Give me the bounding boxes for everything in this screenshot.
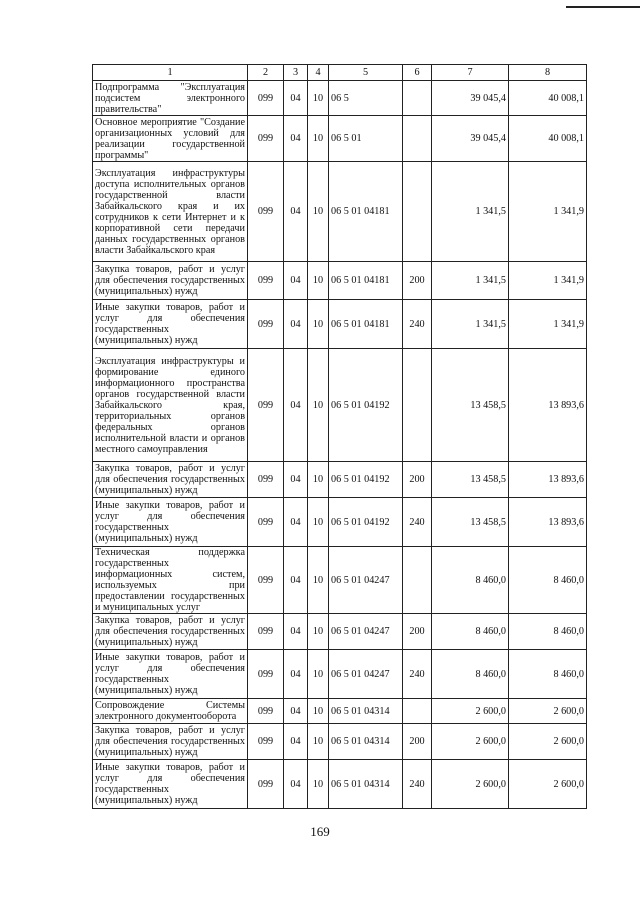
row-ministry-code: 099: [248, 614, 284, 650]
header-cell: 8: [509, 65, 587, 81]
table-row: [93, 614, 587, 650]
table-row: [93, 760, 587, 809]
row-expense-type: 200: [403, 724, 432, 760]
row-name: Эксплуатация инфраструктуры доступа исполнительных органов государственной власти Забайкальского края и их сотрудников к сети Интернет и к корпоративной сети передачи данных государственных органов власти Забайкальского края: [93, 162, 248, 262]
row-target-article: 06 5: [329, 81, 403, 116]
row-target-article: 06 5 01 04192: [329, 462, 403, 498]
row-target-article: 06 5 01 04181: [329, 300, 403, 349]
table-row: [93, 262, 587, 300]
row-target-article: 06 5 01 04247: [329, 547, 403, 614]
row-amount-col8: 13 893,6: [509, 498, 587, 547]
row-target-article: 06 5 01 04247: [329, 614, 403, 650]
header-cell: 7: [432, 65, 509, 81]
row-ministry-code: 099: [248, 760, 284, 809]
row-amount-col8: 2 600,0: [509, 699, 587, 724]
row-section: 04: [284, 724, 308, 760]
table-row: [93, 162, 587, 262]
row-subsection: 10: [308, 462, 329, 498]
row-section: 04: [284, 650, 308, 699]
row-expense-type: [403, 162, 432, 262]
row-amount-col8: 1 341,9: [509, 300, 587, 349]
row-section: 04: [284, 614, 308, 650]
table-row: [93, 547, 587, 614]
row-amount-col7: 2 600,0: [432, 724, 509, 760]
table-row: [93, 300, 587, 349]
row-ministry-code: 099: [248, 547, 284, 614]
row-expense-type: [403, 116, 432, 162]
row-name: Иные закупки товаров, работ и услуг для обеспечения государственных (муниципальных) нужд: [93, 650, 248, 699]
row-expense-type: [403, 547, 432, 614]
table-row: [93, 81, 587, 116]
table-row: [93, 699, 587, 724]
row-name: Основное мероприятие "Создание организационных условий для реализации государственной программы": [93, 116, 248, 162]
row-amount-col7: 2 600,0: [432, 760, 509, 809]
row-ministry-code: 099: [248, 162, 284, 262]
row-section: 04: [284, 262, 308, 300]
table-row: [93, 724, 587, 760]
row-amount-col7: 13 458,5: [432, 349, 509, 462]
row-amount-col8: 13 893,6: [509, 349, 587, 462]
table-row: [93, 462, 587, 498]
row-amount-col8: 13 893,6: [509, 462, 587, 498]
row-subsection: 10: [308, 547, 329, 614]
row-subsection: 10: [308, 498, 329, 547]
row-amount-col7: 1 341,5: [432, 162, 509, 262]
row-ministry-code: 099: [248, 262, 284, 300]
row-amount-col8: 2 600,0: [509, 724, 587, 760]
row-amount-col7: 8 460,0: [432, 614, 509, 650]
row-subsection: 10: [308, 614, 329, 650]
row-section: 04: [284, 462, 308, 498]
header-cell: 2: [248, 65, 284, 81]
table-row: [93, 349, 587, 462]
row-amount-col7: 2 600,0: [432, 699, 509, 724]
row-expense-type: [403, 699, 432, 724]
row-section: 04: [284, 547, 308, 614]
row-target-article: 06 5 01 04314: [329, 699, 403, 724]
row-expense-type: 200: [403, 614, 432, 650]
row-subsection: 10: [308, 300, 329, 349]
row-name: Закупка товаров, работ и услуг для обеспечения государственных (муниципальных) нужд: [93, 262, 248, 300]
row-subsection: 10: [308, 650, 329, 699]
row-section: 04: [284, 760, 308, 809]
row-target-article: 06 5 01 04314: [329, 760, 403, 809]
row-amount-col8: 2 600,0: [509, 760, 587, 809]
row-ministry-code: 099: [248, 81, 284, 116]
row-amount-col8: 8 460,0: [509, 614, 587, 650]
row-name: Закупка товаров, работ и услуг для обеспечения государственных (муниципальных) нужд: [93, 724, 248, 760]
row-section: 04: [284, 498, 308, 547]
row-expense-type: 240: [403, 498, 432, 547]
row-amount-col8: 8 460,0: [509, 547, 587, 614]
table-row: [93, 650, 587, 699]
row-section: 04: [284, 300, 308, 349]
row-ministry-code: 099: [248, 699, 284, 724]
header-cell: 3: [284, 65, 308, 81]
row-name: Иные закупки товаров, работ и услуг для обеспечения государственных (муниципальных) нужд: [93, 760, 248, 809]
row-name: Иные закупки товаров, работ и услуг для обеспечения государственных (муниципальных) нужд: [93, 300, 248, 349]
row-target-article: 06 5 01 04192: [329, 498, 403, 547]
row-amount-col7: 1 341,5: [432, 262, 509, 300]
table-row: [93, 116, 587, 162]
row-subsection: 10: [308, 724, 329, 760]
table-row: [93, 498, 587, 547]
row-name: Подпрограмма "Эксплуатация подсистем электронного правительства": [93, 81, 248, 116]
row-subsection: 10: [308, 162, 329, 262]
row-ministry-code: 099: [248, 498, 284, 547]
row-expense-type: [403, 81, 432, 116]
row-expense-type: [403, 349, 432, 462]
row-subsection: 10: [308, 760, 329, 809]
row-section: 04: [284, 116, 308, 162]
row-name: Техническая поддержка государственных информационных систем, используемых при предоставлении государственных и муниципальных услуг: [93, 547, 248, 614]
row-subsection: 10: [308, 699, 329, 724]
row-subsection: 10: [308, 262, 329, 300]
top-corner-rule: [566, 6, 640, 8]
header-cell: 5: [329, 65, 403, 81]
row-subsection: 10: [308, 116, 329, 162]
row-amount-col8: 1 341,9: [509, 162, 587, 262]
row-name: Сопровождение Системы электронного документооборота: [93, 699, 248, 724]
budget-table: [92, 64, 587, 809]
row-amount-col8: 1 341,9: [509, 262, 587, 300]
row-target-article: 06 5 01 04314: [329, 724, 403, 760]
row-ministry-code: 099: [248, 724, 284, 760]
row-subsection: 10: [308, 81, 329, 116]
row-section: 04: [284, 699, 308, 724]
page-number: 169: [310, 824, 330, 839]
row-target-article: 06 5 01 04192: [329, 349, 403, 462]
row-amount-col7: 8 460,0: [432, 547, 509, 614]
row-subsection: 10: [308, 349, 329, 462]
row-ministry-code: 099: [248, 349, 284, 462]
row-name: Иные закупки товаров, работ и услуг для обеспечения государственных (муниципальных) нужд: [93, 498, 248, 547]
row-ministry-code: 099: [248, 300, 284, 349]
row-name: Эксплуатация инфраструктуры и формирование единого информационного пространства органов государственной власти Забайкальского края, территориальных органов федеральных органов исполнительной власти и органов местного самоуправления: [93, 349, 248, 462]
row-expense-type: 200: [403, 262, 432, 300]
row-name: Закупка товаров, работ и услуг для обеспечения государственных (муниципальных) нужд: [93, 462, 248, 498]
row-amount-col7: 8 460,0: [432, 650, 509, 699]
row-amount-col7: 13 458,5: [432, 462, 509, 498]
header-cell: 1: [93, 65, 248, 81]
header-cell: 6: [403, 65, 432, 81]
row-ministry-code: 099: [248, 116, 284, 162]
row-target-article: 06 5 01: [329, 116, 403, 162]
row-amount-col7: 1 341,5: [432, 300, 509, 349]
row-target-article: 06 5 01 04181: [329, 262, 403, 300]
row-amount-col7: 39 045,4: [432, 116, 509, 162]
row-expense-type: 200: [403, 462, 432, 498]
row-amount-col8: 8 460,0: [509, 650, 587, 699]
row-expense-type: 240: [403, 300, 432, 349]
row-amount-col7: 13 458,5: [432, 498, 509, 547]
row-section: 04: [284, 162, 308, 262]
header-row: [93, 65, 587, 81]
row-target-article: 06 5 01 04247: [329, 650, 403, 699]
row-name: Закупка товаров, работ и услуг для обеспечения государственных (муниципальных) нужд: [93, 614, 248, 650]
row-section: 04: [284, 349, 308, 462]
row-expense-type: 240: [403, 760, 432, 809]
row-amount-col7: 39 045,4: [432, 81, 509, 116]
row-ministry-code: 099: [248, 650, 284, 699]
header-cell: 4: [308, 65, 329, 81]
row-amount-col8: 40 008,1: [509, 81, 587, 116]
row-target-article: 06 5 01 04181: [329, 162, 403, 262]
row-ministry-code: 099: [248, 462, 284, 498]
row-amount-col8: 40 008,1: [509, 116, 587, 162]
row-expense-type: 240: [403, 650, 432, 699]
row-section: 04: [284, 81, 308, 116]
